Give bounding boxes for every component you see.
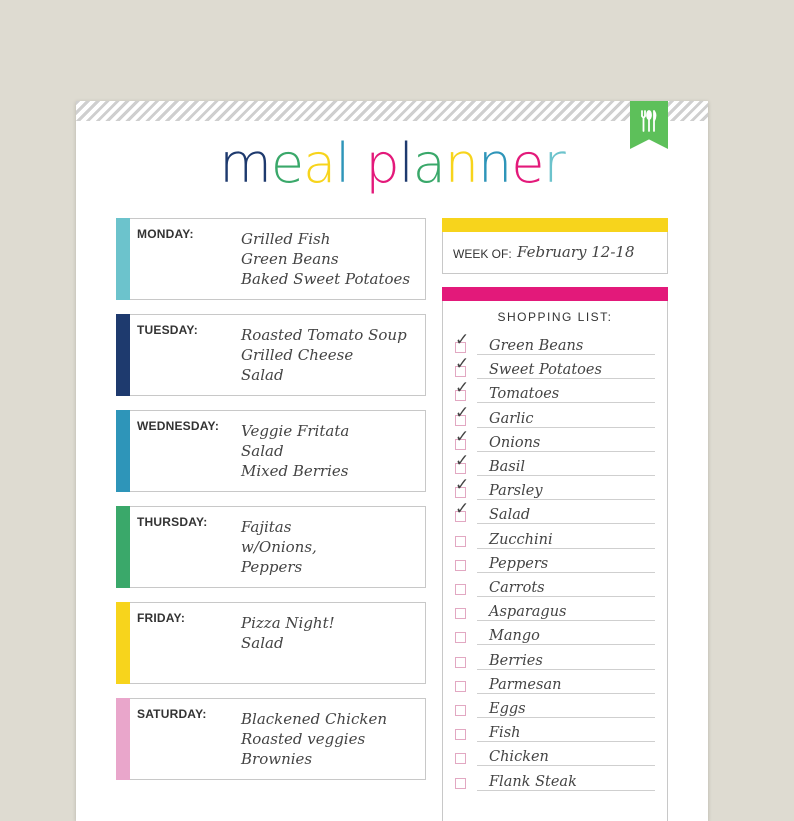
meal-item: Veggie Fritata [241,422,350,440]
day-box [116,410,426,492]
meal-item: Grilled Fish [241,230,331,248]
meal-item: Fajitas [241,518,292,536]
day-color-bar [116,602,130,684]
title-letter: e [511,132,544,195]
shopping-item-text: Sweet Potatoes [489,362,602,379]
writing-line [477,693,655,694]
title-letter: p [365,132,399,195]
shopping-item-text: Salad [489,507,531,524]
meal-item: Grilled Cheese [241,346,354,364]
title-letter: l [398,132,413,195]
title-letter: a [303,132,336,195]
writing-line [477,790,655,791]
shopping-list-item [455,772,655,796]
writing-line [477,620,655,621]
shopping-list-item [455,354,655,384]
shopping-item-text: Fish [489,725,521,742]
meal-item: Salad [241,366,284,384]
title-letter: a [412,132,445,195]
shopping-item-text: Mango [489,628,540,645]
checkmark-icon: ✓ [455,378,470,399]
day-box [116,218,426,300]
title-letter [349,132,365,195]
striped-header-band [76,101,708,121]
checkbox[interactable] [455,560,466,571]
shopping-item-text: Parmesan [489,676,562,693]
day-meals[interactable] [241,613,335,653]
day-box [116,314,426,396]
shopping-list-item [455,475,655,505]
day-color-bar [116,506,130,588]
day-label: SATURDAY: [137,707,207,721]
shopping-list-item [455,530,655,554]
meal-item: Mixed Berries [241,462,349,480]
meal-item: Pizza Night! [241,614,335,632]
shopping-list-item [455,499,655,529]
shopping-list-item [455,554,655,578]
checkmark-icon: ✓ [455,330,470,350]
shopping-list-item [455,578,655,602]
day-box [116,602,426,684]
day-meals[interactable] [241,421,349,481]
shopping-item-text: Parsley [489,483,543,500]
shopping-list-item [455,723,655,747]
shopping-item-text: Tomatoes [489,386,560,403]
meal-item: w/Onions, [241,538,317,556]
day-label: WEDNESDAY: [137,419,220,433]
shopping-item-text: Peppers [489,555,549,572]
writing-line [477,765,655,766]
day-label: THURSDAY: [137,515,208,529]
checkbox[interactable] [455,705,466,716]
writing-line [477,378,655,379]
checkmark-icon: ✓ [455,426,470,447]
shopping-list-item [455,675,655,699]
day-meals[interactable] [241,517,317,577]
shopping-list-item [455,426,655,457]
writing-line [477,402,655,403]
meal-planner-sheet [76,101,708,821]
shopping-list-color-bar [442,287,668,301]
checkbox[interactable] [455,608,466,619]
day-meals[interactable] [241,709,387,769]
week-of-label: WEEK OF: [453,247,512,261]
checkbox[interactable] [455,657,466,668]
shopping-item-text: Basil [489,459,526,475]
shopping-list-item [455,699,655,723]
page-title [76,129,708,199]
meal-item: Green Beans [241,250,339,268]
shopping-item-text: Asparagus [489,604,567,621]
title-letter: r [543,132,565,195]
day-meals[interactable] [241,229,410,289]
writing-line [477,717,655,718]
writing-line [477,354,655,355]
week-of-value[interactable]: February 12-18 [517,243,635,261]
shopping-item-text: Eggs [489,701,526,717]
writing-line [477,475,655,476]
meal-item: Salad [241,634,284,652]
shopping-list-item [455,402,655,433]
checkmark-icon: ✓ [455,451,470,471]
day-box [116,698,426,780]
meal-item: Blackened Chicken [241,710,388,728]
shopping-item-text: Garlic [489,410,534,427]
day-color-bar [116,698,130,780]
title-letter: m [219,132,271,195]
shopping-item-text: Onions [489,434,541,451]
shopping-item-text: Berries [489,652,543,669]
checkbox[interactable] [455,729,466,740]
shopping-list-item [455,330,655,360]
writing-line [477,741,655,742]
day-label: MONDAY: [137,227,194,241]
meal-item: Peppers [241,558,303,576]
checkbox[interactable] [455,778,466,789]
week-of-color-bar [442,218,668,232]
day-color-bar [116,410,130,492]
shopping-list-item [455,626,655,650]
writing-line [477,669,655,670]
checkmark-icon: ✓ [455,354,470,375]
day-color-bar [116,218,130,300]
title-letter: l [335,132,350,195]
day-meals[interactable] [241,325,407,385]
checkmark-icon: ✓ [455,499,470,520]
writing-line [477,596,655,597]
shopping-list-item [455,747,655,771]
shopping-item-text: Flank Steak [489,773,577,790]
writing-line [477,548,655,549]
shopping-item-text: Carrots [489,580,545,596]
shopping-item-text: Chicken [489,749,549,766]
shopping-item-text: Green Beans [489,338,584,354]
meal-item: Roasted veggies [241,730,366,748]
checkmark-icon: ✓ [455,475,470,496]
shopping-list-item [455,451,655,481]
meal-item: Salad [241,442,284,460]
meal-item: Baked Sweet Potatoes [241,270,411,288]
week-of-box [442,218,668,274]
day-label: FRIDAY: [137,611,186,625]
title-letter: n [444,132,479,195]
checkmark-icon: ✓ [455,402,470,423]
writing-line [477,644,655,645]
shopping-list-box [442,287,668,821]
writing-line [477,523,655,524]
meal-item: Roasted Tomato Soup [241,326,407,344]
checkbox[interactable] [455,681,466,692]
day-label: TUESDAY: [137,323,198,337]
writing-line [477,427,655,428]
title-letter: e [270,132,304,195]
shopping-item-text: Zucchini [489,531,553,548]
shopping-list-title: SHOPPING LIST: [497,310,613,324]
checkbox[interactable] [455,632,466,643]
writing-line [477,451,655,452]
writing-line [477,499,655,500]
writing-line [477,572,655,573]
checkbox[interactable] [455,753,466,764]
title-letter: n [478,132,512,195]
checkbox[interactable] [455,536,466,547]
shopping-list-item [455,602,655,626]
shopping-list-item [455,378,655,408]
checkbox[interactable] [455,584,466,595]
meal-item: Brownies [241,750,313,768]
day-color-bar [116,314,130,396]
shopping-list-item [455,651,655,675]
day-box [116,506,426,588]
